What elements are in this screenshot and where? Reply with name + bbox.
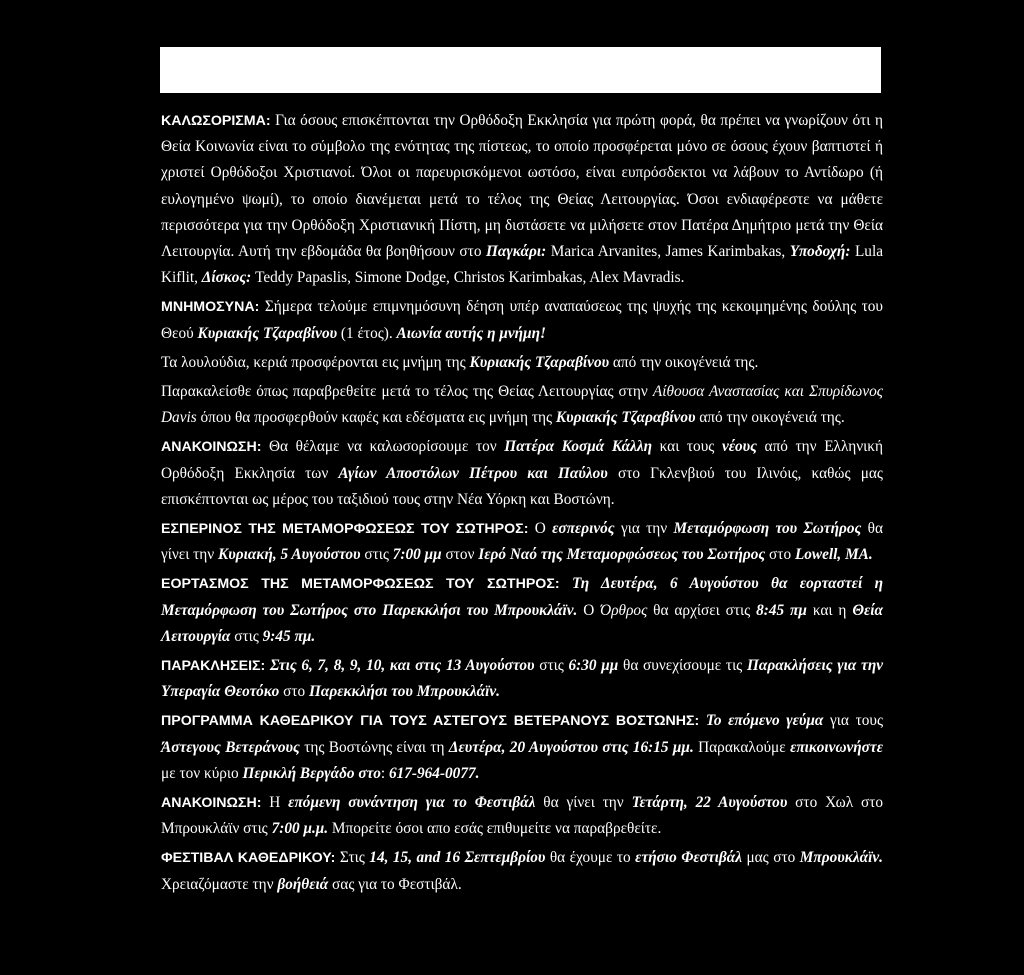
text-run: Lula Kiflit, [161,243,883,287]
text-run: Παρακαλούμε [693,738,791,756]
text-run: 7:00 μμ [392,546,442,564]
section-label: ΠΑΡΑΚΛΗΣΕΙΣ: [161,658,266,675]
text-run: Χρειαζόμαστε την [161,875,278,893]
text-run: ετήσιο Φεστιβάλ [635,849,742,867]
text-run: θα συνεχίσουμε τις [618,657,747,675]
text-run: Το επόμενο γεύμα [705,712,824,730]
text-run: και τους [652,438,722,456]
text-run: στις [360,546,393,564]
text-run: Αιωνία αυτής η μνήμη! [396,324,546,342]
text-run: για την [614,520,674,538]
text-run: Δίσκος: [201,269,252,287]
text-run: επόμενη συνάντηση για το Φεστιβάλ [288,794,536,812]
bulletin-paragraph [161,845,883,897]
text-run: Υποδοχή: [789,243,851,261]
text-run: με τον κύριο [161,764,243,782]
text-run: Τη Δευτέρα, 6 Αυγούστου θα εορταστεί η Μεταμόρφωση του Σωτήρος στο Παρεκκλήσι του Μπρουκλάϊν. [161,575,883,619]
text-run: Παγκάρι: [485,243,547,261]
bulletin-paragraph [161,434,883,513]
text-run: στο Χωλ στο Μπρουκλάϊν στις [161,794,883,838]
text-run: στο [765,546,795,564]
text-run: Περικλή Βεργάδο στο [242,764,381,782]
bulletin-paragraph [161,379,883,431]
section-label: ΠΡΟΓΡΑΜΜΑ ΚΑΘΕΔΡΙΚΟΥ ΓΙΑ ΤΟΥΣ ΑΣΤΕΓΟΥΣ ΒΕΤΕΡΑΝΟΥΣ ΒΟΣΤΩΝΗΣ: [161,713,700,730]
text-run: Ο [528,520,553,538]
text-run: Όρθρος [600,601,648,619]
text-run: από την οικογένειά της. [609,353,759,371]
text-run: θα αρχίσει στις [647,601,757,619]
bulletin-paragraph [161,653,883,705]
text-run: Κυριακής Τζαραβίνου [197,324,338,342]
text-run: θα έχουμε το [545,849,636,867]
bulletin-paragraph [161,350,883,376]
text-run: της Βοστώνης είναι τη [299,738,449,756]
bulletin-paragraph [161,708,883,787]
text-run: Παρακαλείσθε όπως παραβρεθείτε μετά το τέλος της Θείας Λειτουργίας στην [161,383,653,401]
text-run: για τους [823,712,884,730]
text-run: όπου θα προσφερθούν καφές και εδέσματα εις μνήμη της [196,409,556,427]
header-bar [160,47,881,93]
text-run: Πατέρα Κοσμά Κάλλη [504,438,653,456]
text-run: Στις [335,849,370,867]
text-run: στις [230,627,263,645]
text-run: Μπρουκλάϊν. [799,849,883,867]
text-run: θα γίνει την [535,794,632,812]
text-run: Δευτέρα, 20 Αυγούστου στις 16:15 μμ. [448,738,694,756]
text-run: και η [806,601,853,619]
section-label: ΑΝΑΚΟΙΝΩΣΗ: [161,795,262,812]
bulletin-paragraph [161,516,883,568]
bulletin-paragraph [161,294,883,346]
section-label: ΜΝΗΜΟΣΥΝΑ: [161,299,260,316]
text-run: Παρεκκλήσι του Μπρουκλάϊν. [308,683,500,701]
text-run: Άστεγους Βετεράνους [161,738,300,756]
text-run: Τα λουλούδια, κεριά προσφέρονται εις μνήμη της [161,353,470,371]
text-run: Κυριακή, 5 Αυγούστου [218,546,361,564]
text-run: νέους [721,438,757,456]
section-label: ΕΟΡΤΑΣΜΟΣ ΤΗΣ ΜΕΤΑΜΟΡΦΩΣΕΩΣ ΤΟΥ ΣΩΤΗΡΟΣ: [161,576,560,593]
text-run: Teddy Papaslis, Simone Dodge, Christos Karimbakas, Alex Mavradis. [251,269,685,287]
text-run: 9:45 πμ. [262,627,316,645]
text-run: στο Γκλενβιού του Ιλινόις, καθώς μας επισκέπτονται ως μέρος του ταξιδιού τους στην Νέα Υόρκη και Βοστώνη. [161,464,883,508]
text-run: Κυριακής Τζαραβίνου [555,409,696,427]
text-run: Lowell, MA. [794,546,873,564]
section-label: ΑΝΑΚΟΙΝΩΣΗ: [161,439,262,456]
text-run: στον [441,546,479,564]
text-run: εσπερινός [552,520,615,538]
text-run: Ιερό Ναό της Μεταμορφώσεως του Σωτήρος [478,546,766,564]
text-run: 617-964-0077. [388,764,480,782]
text-run: στο [279,683,309,701]
text-run: Μεταμόρφωση του Σωτήρος [673,520,862,538]
text-run [560,575,572,592]
text-run: επικοινωνήστε [790,738,883,756]
text-run: Κυριακής Τζαραβίνου [469,353,610,371]
text-run: Στις 6, 7, 8, 9, 10, και στις 13 Αυγούστου [269,657,535,675]
text-run: μας στο [741,849,800,867]
text-run: (1 έτος). [337,324,397,342]
section-label: ΕΣΠΕΡΙΝΟΣ ΤΗΣ ΜΕΤΑΜΟΡΦΩΣΕΩΣ ΤΟΥ ΣΩΤΗΡΟΣ: [161,521,529,538]
text-run: Μπορείτε όσοι απο εσάς επιθυμείτε να παραβρεθείτε. [328,820,662,838]
text-run: Παρακλήσεις για την Υπεραγία Θεοτόκο [161,657,884,701]
text-run: 8:45 πμ [756,601,807,619]
bulletin-content [161,108,883,901]
text-run: : [380,764,389,782]
text-run: 6:30 μμ [568,657,619,675]
text-run: Marica Arvanites, James Karimbakas, [546,243,790,261]
text-run: Αίθουσα Αναστασίας και Σπυρίδωνος Davis [161,383,883,427]
text-run: Σήμερα τελούμε επιμνημόσυνη δέηση υπέρ αναπαύσεως της ψυχής της κεκοιμημένης δούλης του Θεού [161,298,883,342]
text-run: 14, 15, and 16 Σεπτεμβρίου [369,849,546,867]
text-run: Θεία Λειτουργία [161,601,883,645]
text-run: στις [534,657,569,675]
text-run: Τετάρτη, 22 Αυγούστου [631,794,788,812]
text-run: Η [261,794,289,812]
text-run: 7:00 μ.μ. [271,820,329,838]
section-label: ΚΑΛΩΣΟΡΙΣΜΑ: [161,113,271,129]
bulletin-paragraph [161,108,883,291]
section-label: ΦΕΣΤΙΒΑΛ ΚΑΘΕΔΡΙΚΟΥ: [161,850,336,867]
text-run: σας για το Φεστιβάλ. [328,875,462,893]
text-run: από την οικογένειά της. [695,409,845,427]
text-run: από την Ελληνική Ορθόδοξη Εκκλησία των [161,438,883,482]
text-run: Θα θέλαμε να καλωσορίσουμε τον [261,438,505,456]
text-run: θα γίνει την [161,520,883,564]
text-run: Αγίων Αποστόλων Πέτρου και Παύλου [338,464,608,482]
text-run: βοήθειά [277,875,329,893]
text-run [699,712,706,729]
bulletin-paragraph [161,790,883,842]
text-run: Για όσους επισκέπτονται την Ορθόδοξη Εκκλησία για πρώτη φορά, θα πρέπει να γνωρίζουν ότι η Θεία Κοινωνία είναι το σύμβολο της ενότητας της πίστεως, το οποίο προσφέρεται μόνο σε όσους έχουν βαπτιστεί ή χριστεί Ορθόδοξοι Χριστιανοί. Όλοι οι παρευρισκόμενοι ωστόσο, είναι ευπρόσδεκτοι να λάβουν το Αντίδωρο (ή ευλογημένο ψωμί), το οποίο διανέμεται μετά το τέλος της Θείας Λειτουργίας. Όσοι ενδιαφέρεστε να μάθετε περισσότερα για την Ορθόδοξη Χριστιανική Πίστη, μη διστάσετε να μιλήσετε στον Πατέρα Δημήτριο μετά την Θεία Λειτουργία. Αυτή την εβδομάδα θα βοηθήσουν στο [161,112,883,261]
text-run: Ο [577,601,601,619]
bulletin-paragraph [161,571,883,650]
